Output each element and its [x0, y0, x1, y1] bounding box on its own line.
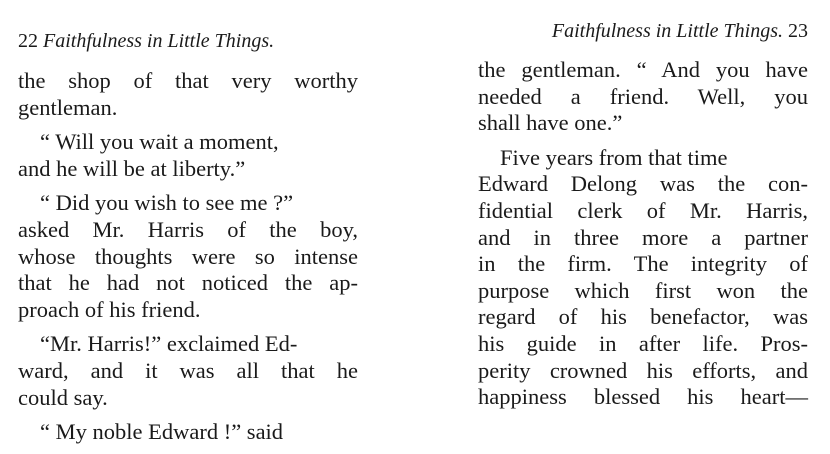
text-line: Edward Delong was the con-	[478, 171, 808, 197]
right-page-number: 23	[788, 20, 808, 42]
text-line: “ My noble Edward !” said	[40, 419, 284, 445]
text-line: his guide in after life. Pros-	[478, 330, 808, 356]
text-line: “ Did you wish to see me ?”	[40, 190, 294, 216]
text-line: needed a friend. Well, you	[478, 83, 808, 109]
text-line: “ Will you wait a moment,	[40, 129, 279, 155]
text-line: happiness blessed his heart—	[478, 384, 808, 410]
text-line: perity crowned his efforts, and	[478, 357, 808, 383]
text-line: ward, and it was all that he	[18, 357, 358, 383]
left-running-head-title: Faithfulness in Little Things.	[43, 30, 275, 52]
text-line: whose thoughts were so intense	[18, 243, 358, 269]
text-line: fidential clerk of Mr. Harris,	[478, 197, 808, 223]
left-running-head	[18, 30, 274, 53]
text-line: in the firm. The integrity of	[478, 251, 808, 277]
text-line: gentleman.	[18, 94, 118, 120]
text-line: “Mr. Harris!” exclaimed Ed-	[40, 331, 298, 357]
text-line: asked Mr. Harris of the boy,	[18, 216, 358, 242]
text-line: Five years from that time	[500, 144, 728, 170]
text-line: and he will be at liberty.”	[18, 155, 246, 181]
text-line: the shop of that very worthy	[18, 68, 358, 93]
text-line: shall have one.”	[478, 110, 623, 136]
right-running-head	[552, 20, 808, 43]
text-line: and in three more a partner	[478, 224, 808, 250]
text-line: regard of his benefactor, was	[478, 304, 808, 330]
right-running-head-title: Faithfulness in Little Things.	[551, 20, 783, 42]
text-line: the gentleman. “ And you have	[478, 57, 808, 82]
text-line: that he had not noticed the ap-	[18, 270, 358, 296]
left-page-number: 22	[18, 30, 38, 52]
text-line: proach of his friend.	[18, 296, 201, 322]
left-body-text	[18, 68, 358, 446]
text-line: could say.	[18, 384, 108, 410]
right-body-text	[478, 57, 808, 411]
text-line: purpose which first won the	[478, 277, 808, 303]
